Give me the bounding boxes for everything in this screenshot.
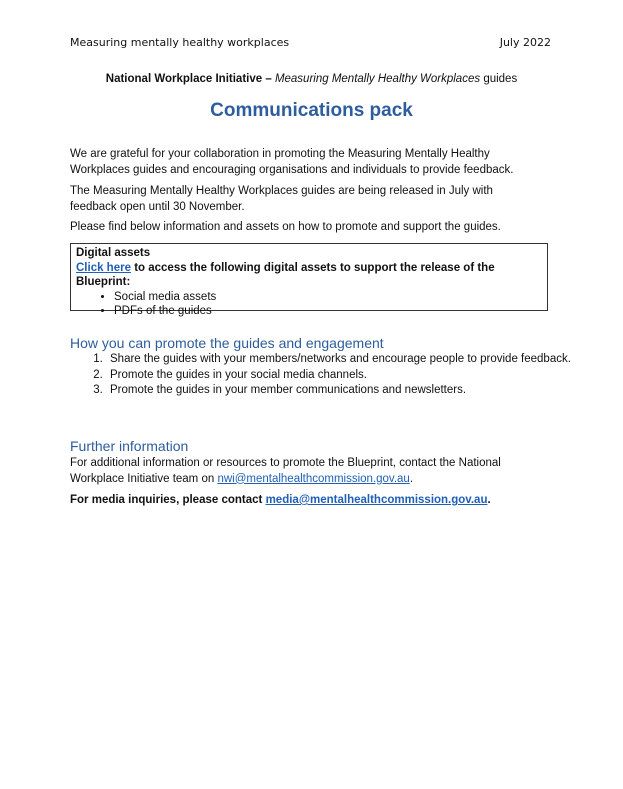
digital-assets-title: Digital assets	[76, 247, 151, 259]
document-subtitle	[0, 73, 623, 85]
further-info-paragraph	[70, 456, 540, 487]
release-paragraph: The Measuring Mentally Healthy Workplaces guides are being released in July with feedback open until 30 November.	[70, 185, 493, 213]
page-title: Communications pack	[210, 100, 413, 121]
list-item: 1. Share the guides with your members/networks and encourage people to provide feedback.	[106, 352, 576, 368]
list-item: 2. Promote the guides in your social media channels.	[106, 368, 576, 384]
subtitle-bold: National Workplace Initiative –	[105, 73, 272, 85]
digital-assets-line	[76, 261, 542, 290]
further-info-period: .	[409, 472, 414, 485]
digital-assets-line-text: to access the following digital assets to support the release of the Blueprint:	[76, 261, 495, 288]
digital-assets-list	[76, 290, 542, 319]
promote-heading: How you can promote the guides and engagement	[70, 335, 384, 351]
promote-list	[70, 352, 576, 399]
digital-assets-box	[70, 243, 548, 317]
nwi-email-link[interactable]: nwi@mentalhealthcommission.gov.au	[217, 472, 410, 485]
header-left: Measuring mentally healthy workplaces	[70, 36, 290, 49]
subtitle-rest: guides	[483, 73, 518, 85]
list-item: • PDFs of the guides	[114, 304, 542, 319]
click-here-link[interactable]: Click here	[76, 261, 131, 274]
intro-paragraph: We are grateful for your collaboration in promoting the Measuring Mentally Healthy Workplaces guides and encouraging organisations and individuals to provide feedback.	[70, 148, 514, 176]
media-email-link[interactable]: media@mentalhealthcommission.gov.au	[265, 494, 488, 506]
media-inquiries-paragraph	[70, 493, 540, 509]
further-info-heading: Further information	[70, 438, 189, 454]
list-item: 3. Promote the guides in your member communications and newsletters.	[106, 383, 576, 399]
list-item: • Social media assets	[114, 290, 542, 305]
subtitle-italic: Measuring Mentally Healthy Workplaces	[274, 73, 481, 85]
media-period: .	[487, 494, 491, 506]
header-date: July 2022	[499, 36, 551, 49]
further-info-text: For additional information or resources to promote the Blueprint, contact the National Workplace Initiative team on	[70, 457, 501, 485]
info-paragraph: Please find below information and assets on how to promote and support the guides.	[70, 221, 501, 233]
media-inquiries-text: For media inquiries, please contact	[70, 494, 263, 506]
